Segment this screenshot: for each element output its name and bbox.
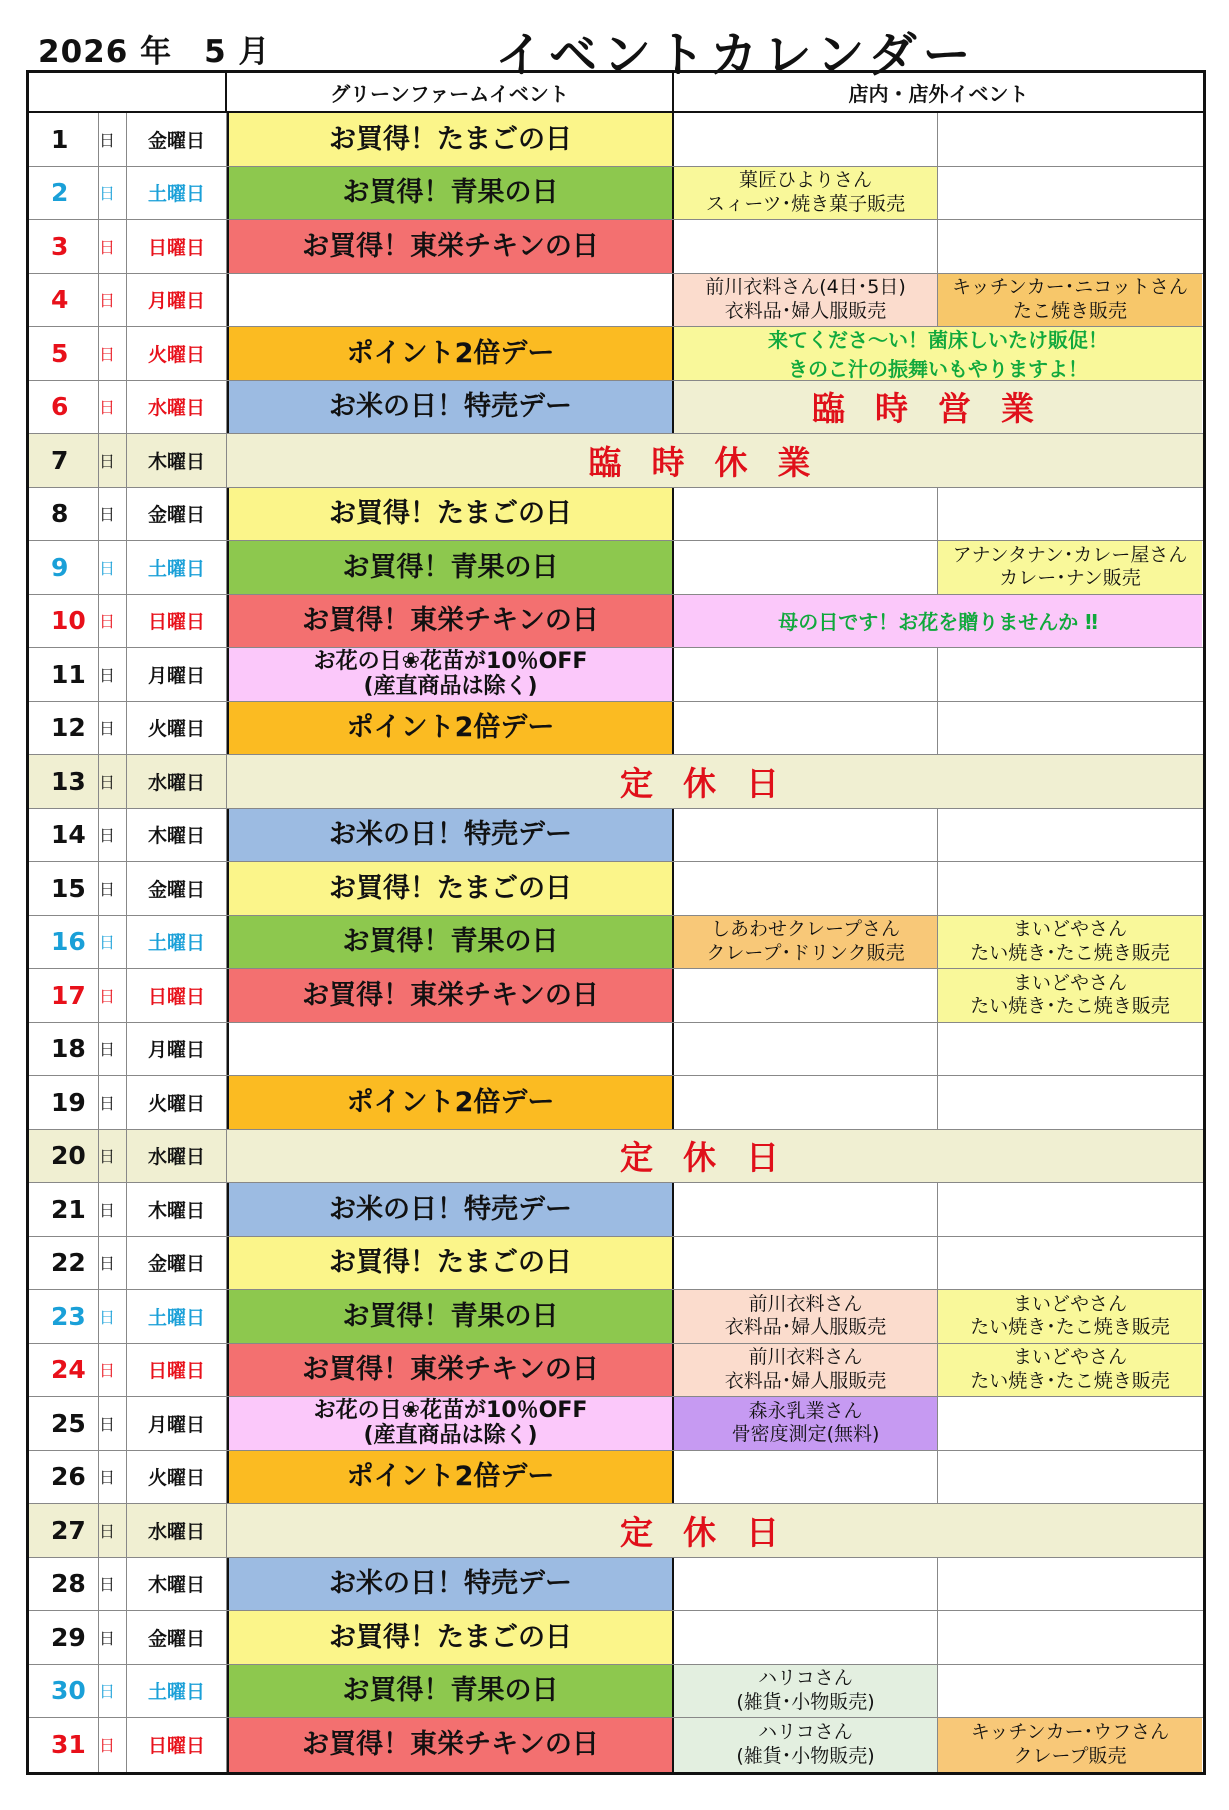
greenfarm-event: お買得！東栄チキンの日 [227, 1344, 674, 1397]
day-of-week: 金曜日 [127, 488, 227, 541]
greenfarm-event: お買得！たまごの日 [227, 1611, 674, 1664]
day-of-week: 火曜日 [127, 1076, 227, 1129]
closure-banner: 臨時休業 [588, 442, 841, 482]
day-number: 8 [29, 488, 99, 541]
store-event-2: キッチンカー･ウフさん クレープ販売 [938, 1718, 1202, 1772]
store-event-2 [938, 167, 1202, 220]
day-unit: 日 [99, 809, 127, 862]
table-row [29, 1451, 1203, 1505]
day-of-week: 日曜日 [127, 1344, 227, 1397]
day-number: 1 [29, 113, 99, 166]
table-row [29, 809, 1203, 863]
day-number: 9 [29, 541, 99, 594]
closure-banner: 定休日 [620, 1512, 809, 1552]
day-number: 28 [29, 1558, 99, 1611]
day-unit: 日 [99, 381, 127, 434]
greenfarm-event: ポイント2倍デー [227, 702, 674, 755]
day-number: 2 [29, 167, 99, 220]
header-blank-cell [29, 73, 227, 111]
day-unit: 日 [99, 167, 127, 220]
day-of-week: 日曜日 [127, 1718, 227, 1772]
store-event-2 [938, 1183, 1202, 1236]
day-unit: 日 [99, 1451, 127, 1504]
greenfarm-event: お米の日！特売デー [227, 1183, 674, 1236]
greenfarm-event: お買得！青果の日 [227, 916, 674, 969]
table-row [29, 1344, 1203, 1398]
day-unit: 日 [99, 327, 127, 380]
day-unit: 日 [99, 862, 127, 915]
day-unit: 日 [99, 648, 127, 701]
table-header-row [29, 73, 1203, 113]
day-unit: 日 [99, 541, 127, 594]
day-of-week: 土曜日 [127, 916, 227, 969]
store-event-2: まいどやさん たい焼き･たこ焼き販売 [938, 1344, 1202, 1397]
day-number: 29 [29, 1611, 99, 1664]
store-event-1: ハリコさん (雑貨･小物販売) [674, 1665, 938, 1718]
store-event-2: まいどやさん たい焼き･たこ焼き販売 [938, 1290, 1202, 1343]
day-unit: 日 [99, 702, 127, 755]
store-event-2 [938, 1558, 1202, 1611]
store-event-2 [938, 1076, 1202, 1129]
table-row [29, 1665, 1203, 1719]
year-month: 2026 年 5 月 [38, 34, 271, 70]
greenfarm-event: お買得！東栄チキンの日 [227, 595, 674, 648]
store-event-2 [938, 1451, 1202, 1504]
store-event-2 [938, 113, 1202, 166]
store-event-1 [674, 1237, 938, 1290]
store-event-1: 森永乳業さん 骨密度測定(無料) [674, 1397, 938, 1450]
day-of-week: 金曜日 [127, 1237, 227, 1290]
day-number: 26 [29, 1451, 99, 1504]
table-row [29, 381, 1203, 435]
table-row [29, 1718, 1203, 1772]
day-number: 7 [29, 434, 99, 487]
day-of-week: 木曜日 [127, 434, 227, 487]
table-row [29, 167, 1203, 221]
day-unit: 日 [99, 1290, 127, 1343]
greenfarm-event: お米の日！特売デー [227, 1558, 674, 1611]
day-number: 16 [29, 916, 99, 969]
store-event-2 [938, 862, 1202, 915]
day-number: 19 [29, 1076, 99, 1129]
day-number: 21 [29, 1183, 99, 1236]
day-number: 24 [29, 1344, 99, 1397]
day-unit: 日 [99, 595, 127, 648]
day-of-week: 水曜日 [127, 755, 227, 808]
page-header [0, 0, 1229, 83]
table-row [29, 274, 1203, 328]
store-event-2 [938, 220, 1202, 273]
day-of-week: 火曜日 [127, 327, 227, 380]
closure-banner: 定休日 [620, 763, 809, 803]
greenfarm-event: お米の日！特売デー [227, 809, 674, 862]
store-event-1: 前川衣料さん 衣料品･婦人服販売 [674, 1290, 938, 1343]
day-of-week: 火曜日 [127, 1451, 227, 1504]
day-number: 11 [29, 648, 99, 701]
day-unit: 日 [99, 220, 127, 273]
day-of-week: 月曜日 [127, 274, 227, 327]
day-of-week: 水曜日 [127, 1130, 227, 1183]
greenfarm-event: お買得！たまごの日 [227, 1237, 674, 1290]
greenfarm-event: お買得！東栄チキンの日 [227, 969, 674, 1022]
day-number: 6 [29, 381, 99, 434]
store-event-1 [674, 220, 938, 273]
store-event-1: 菓匠ひよりさん スィーツ･焼き菓子販売 [674, 167, 938, 220]
day-unit: 日 [99, 1665, 127, 1718]
table-row [29, 1237, 1203, 1291]
day-number: 22 [29, 1237, 99, 1290]
day-of-week: 月曜日 [127, 1397, 227, 1450]
day-of-week: 土曜日 [127, 1665, 227, 1718]
store-event-1 [674, 1611, 938, 1664]
day-of-week: 日曜日 [127, 220, 227, 273]
table-row [29, 541, 1203, 595]
store-event-1 [674, 1451, 938, 1504]
day-unit: 日 [99, 755, 127, 808]
day-of-week: 土曜日 [127, 541, 227, 594]
day-number: 18 [29, 1023, 99, 1076]
store-event-2 [938, 1665, 1202, 1718]
store-event-1 [674, 862, 938, 915]
day-unit: 日 [99, 113, 127, 166]
day-unit: 日 [99, 1718, 127, 1772]
header-greenfarm-events: グリーンファームイベント [227, 73, 674, 111]
day-of-week: 月曜日 [127, 648, 227, 701]
table-row [29, 1130, 1203, 1184]
day-of-week: 火曜日 [127, 702, 227, 755]
table-row [29, 916, 1203, 970]
day-unit: 日 [99, 1344, 127, 1397]
store-event-2 [938, 1023, 1202, 1076]
day-of-week: 水曜日 [127, 1504, 227, 1557]
store-event-1 [674, 969, 938, 1022]
day-number: 27 [29, 1504, 99, 1557]
day-number: 30 [29, 1665, 99, 1718]
day-number: 10 [29, 595, 99, 648]
day-number: 15 [29, 862, 99, 915]
day-of-week: 土曜日 [127, 167, 227, 220]
store-event-2 [938, 1397, 1202, 1450]
store-event-1 [674, 488, 938, 541]
store-event-1 [674, 809, 938, 862]
day-of-week: 金曜日 [127, 862, 227, 915]
day-of-week: 水曜日 [127, 381, 227, 434]
table-row [29, 1023, 1203, 1077]
day-unit: 日 [99, 1504, 127, 1557]
event-calendar-table [26, 70, 1206, 1775]
greenfarm-event: お買得！青果の日 [227, 541, 674, 594]
day-number: 31 [29, 1718, 99, 1772]
store-event-1 [674, 541, 938, 594]
day-of-week: 木曜日 [127, 1558, 227, 1611]
greenfarm-event: お買得！東栄チキンの日 [227, 220, 674, 273]
store-event-1 [674, 1183, 938, 1236]
table-row [29, 1558, 1203, 1612]
day-unit: 日 [99, 1076, 127, 1129]
table-row [29, 862, 1203, 916]
day-of-week: 木曜日 [127, 809, 227, 862]
day-unit: 日 [99, 1130, 127, 1183]
day-of-week: 金曜日 [127, 1611, 227, 1664]
store-event-wide: 母の日です！お花を贈りませんか ‼ [674, 595, 1202, 648]
greenfarm-event: お買得！青果の日 [227, 167, 674, 220]
store-event-1: 前川衣料さん(4日･5日) 衣料品･婦人服販売 [674, 274, 938, 327]
day-unit: 日 [99, 969, 127, 1022]
day-number: 3 [29, 220, 99, 273]
table-row [29, 1504, 1203, 1558]
store-event-2 [938, 702, 1202, 755]
store-event-2: アナンタナン･カレー屋さん カレー･ナン販売 [938, 541, 1202, 594]
store-event-2 [938, 809, 1202, 862]
table-row [29, 595, 1203, 649]
day-unit: 日 [99, 1611, 127, 1664]
day-unit: 日 [99, 434, 127, 487]
day-number: 23 [29, 1290, 99, 1343]
table-row [29, 488, 1203, 542]
store-event-1 [674, 702, 938, 755]
day-unit: 日 [99, 1023, 127, 1076]
table-row [29, 648, 1203, 702]
greenfarm-event: ポイント2倍デー [227, 327, 674, 380]
table-row [29, 434, 1203, 488]
greenfarm-event: お花の日❀花苗が10％OFF (産直商品は除く) [227, 1397, 674, 1450]
day-of-week: 日曜日 [127, 969, 227, 1022]
table-row [29, 969, 1203, 1023]
greenfarm-event: ポイント2倍デー [227, 1451, 674, 1504]
store-event-2 [938, 648, 1202, 701]
table-row [29, 1611, 1203, 1665]
day-number: 17 [29, 969, 99, 1022]
table-row [29, 702, 1203, 756]
store-event-1: 前川衣料さん 衣料品･婦人服販売 [674, 1344, 938, 1397]
day-of-week: 日曜日 [127, 595, 227, 648]
store-event-wide: 臨時営業 [674, 381, 1202, 434]
day-number: 20 [29, 1130, 99, 1183]
greenfarm-event: お買得！たまごの日 [227, 113, 674, 166]
greenfarm-event: お花の日❀花苗が10％OFF (産直商品は除く) [227, 648, 674, 701]
table-row [29, 1290, 1203, 1344]
greenfarm-event: ポイント2倍デー [227, 1076, 674, 1129]
day-number: 12 [29, 702, 99, 755]
table-row [29, 1076, 1203, 1130]
store-event-1 [674, 648, 938, 701]
greenfarm-event: お買得！青果の日 [227, 1665, 674, 1718]
table-row [29, 113, 1203, 167]
day-number: 14 [29, 809, 99, 862]
store-event-1: しあわせクレープさん クレープ･ドリンク販売 [674, 916, 938, 969]
greenfarm-event [227, 1023, 674, 1076]
table-row [29, 755, 1203, 809]
page-title: イベントカレンダー [495, 27, 977, 83]
day-unit: 日 [99, 916, 127, 969]
day-unit: 日 [99, 1183, 127, 1236]
store-event-2: まいどやさん たい焼き･たこ焼き販売 [938, 969, 1202, 1022]
store-event-1 [674, 1076, 938, 1129]
day-of-week: 月曜日 [127, 1023, 227, 1076]
store-event-1 [674, 113, 938, 166]
greenfarm-event: お買得！たまごの日 [227, 488, 674, 541]
day-unit: 日 [99, 488, 127, 541]
day-unit: 日 [99, 274, 127, 327]
day-number: 5 [29, 327, 99, 380]
store-event-2 [938, 1237, 1202, 1290]
greenfarm-event: お買得！青果の日 [227, 1290, 674, 1343]
day-unit: 日 [99, 1237, 127, 1290]
store-event-2 [938, 488, 1202, 541]
table-row [29, 1397, 1203, 1451]
greenfarm-event: お米の日！特売デー [227, 381, 674, 434]
table-row [29, 327, 1203, 381]
store-event-2: キッチンカー･ニコットさん たこ焼き販売 [938, 274, 1202, 327]
store-event-2 [938, 1611, 1202, 1664]
store-event-1: ハリコさん (雑貨･小物販売) [674, 1718, 938, 1772]
day-unit: 日 [99, 1558, 127, 1611]
closure-banner: 定休日 [620, 1138, 809, 1178]
store-event-1 [674, 1023, 938, 1076]
greenfarm-event: お買得！東栄チキンの日 [227, 1718, 674, 1772]
store-event-2: まいどやさん たい焼き･たこ焼き販売 [938, 916, 1202, 969]
store-event-wide: 来てくださ～い！菌床しいたけ販促！ きのこ汁の振舞いもやりますよ！ [674, 327, 1202, 380]
store-event-1 [674, 1558, 938, 1611]
day-number: 25 [29, 1397, 99, 1450]
day-number: 13 [29, 755, 99, 808]
day-number: 4 [29, 274, 99, 327]
greenfarm-event [227, 274, 674, 327]
day-of-week: 金曜日 [127, 113, 227, 166]
table-row [29, 1183, 1203, 1237]
header-store-events: 店内・店外イベント [848, 81, 1029, 106]
table-row [29, 220, 1203, 274]
day-of-week: 木曜日 [127, 1183, 227, 1236]
greenfarm-event: お買得！たまごの日 [227, 862, 674, 915]
day-of-week: 土曜日 [127, 1290, 227, 1343]
day-unit: 日 [99, 1397, 127, 1450]
